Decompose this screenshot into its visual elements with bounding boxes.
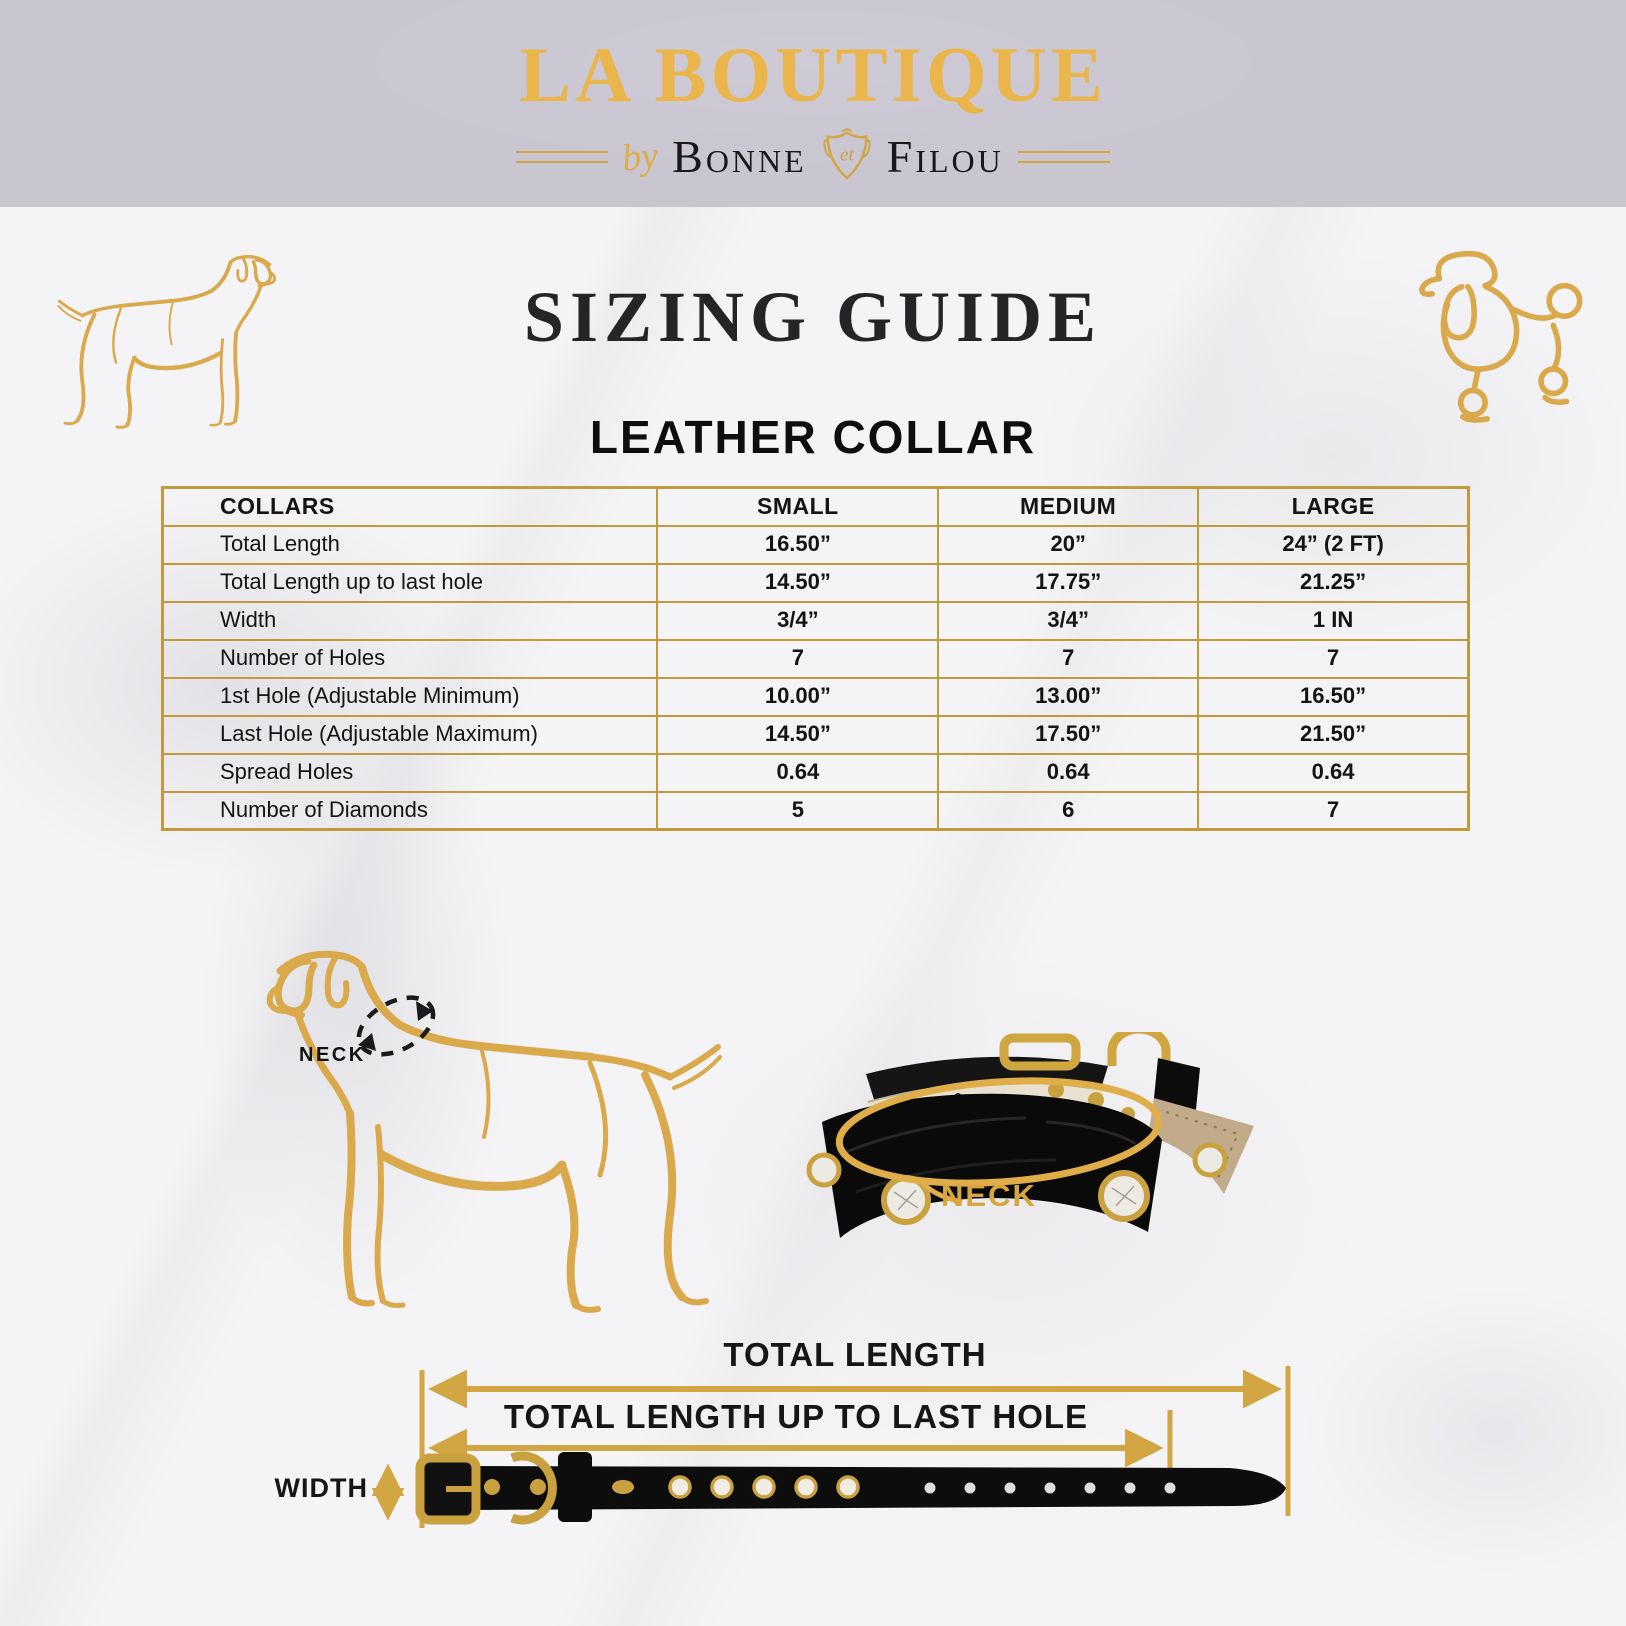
cell-value: 7 (1198, 792, 1468, 830)
row-label: Total Length up to last hole (163, 564, 658, 602)
crest-et-text: et (839, 144, 854, 166)
cell-value: 10.00” (657, 678, 938, 716)
cell-value: 3/4” (657, 602, 938, 640)
cell-value: 13.00” (938, 678, 1198, 716)
cell-value: 1 IN (1198, 602, 1468, 640)
cell-value: 21.25” (1198, 564, 1468, 602)
table-header-row (163, 488, 1469, 526)
cell-value: 7 (1198, 640, 1468, 678)
sizing-table (161, 486, 1470, 831)
header-band (0, 0, 1626, 207)
cell-value: 17.50” (938, 716, 1198, 754)
column-header-small: SMALL (657, 488, 938, 526)
page-title: SIZING GUIDE (523, 277, 1103, 357)
cell-value: 17.75” (938, 564, 1198, 602)
cell-value: 7 (938, 640, 1198, 678)
cell-value: 0.64 (938, 754, 1198, 792)
left-rule-ornament (516, 151, 608, 163)
dog-neck-label: NECK (299, 1044, 366, 1066)
table-body (163, 526, 1469, 830)
cell-value: 0.64 (657, 754, 938, 792)
width-label: WIDTH (274, 1473, 368, 1503)
row-label: Number of Holes (163, 640, 658, 678)
column-header-medium: MEDIUM (938, 488, 1198, 526)
table-row (163, 716, 1469, 754)
cell-value: 16.50” (1198, 678, 1468, 716)
row-label: Total Length (163, 526, 658, 564)
table-row (163, 792, 1469, 830)
cell-value: 16.50” (657, 526, 938, 564)
cell-value: 14.50” (657, 564, 938, 602)
up-to-last-hole-label: TOTAL LENGTH UP TO LAST HOLE (503, 1398, 1089, 1435)
row-label: Spread Holes (163, 754, 658, 792)
crest-icon (821, 126, 873, 187)
table-row (163, 526, 1469, 564)
cell-value: 24” (2 FT) (1198, 526, 1468, 564)
row-label: 1st Hole (Adjustable Minimum) (163, 678, 658, 716)
page-subtitle: LEATHER COLLAR (589, 411, 1037, 463)
cell-value: 14.50” (657, 716, 938, 754)
brand-name-left: Bonne (672, 130, 807, 182)
cell-value: 5 (657, 792, 938, 830)
column-header-collars: COLLARS (163, 488, 658, 526)
cell-value: 7 (657, 640, 938, 678)
brand-name-right: Filou (886, 130, 1004, 182)
dog-neck-illustration (250, 945, 725, 1320)
collar-neck-label: NECK (941, 1178, 1037, 1213)
brand-subtitle (0, 126, 1626, 187)
row-label: Width (163, 602, 658, 640)
row-label: Number of Diamonds (163, 792, 658, 830)
cell-value: 0.64 (1198, 754, 1468, 792)
table-row (163, 564, 1469, 602)
row-label: Last Hole (Adjustable Maximum) (163, 716, 658, 754)
brand-title: LA BOUTIQUE (519, 31, 1107, 118)
cell-value: 21.50” (1198, 716, 1468, 754)
cell-value: 6 (938, 792, 1198, 830)
collar-photo (806, 1032, 1258, 1251)
brand-by: by (620, 133, 661, 180)
table-row (163, 602, 1469, 640)
total-length-label: TOTAL LENGTH (723, 1336, 987, 1373)
right-rule-ornament (1018, 151, 1110, 163)
flat-collar-image (420, 1452, 1286, 1522)
table-row (163, 754, 1469, 792)
cell-value: 3/4” (938, 602, 1198, 640)
column-header-large: LARGE (1198, 488, 1468, 526)
table-row (163, 678, 1469, 716)
table-row (163, 640, 1469, 678)
cell-value: 20” (938, 526, 1198, 564)
